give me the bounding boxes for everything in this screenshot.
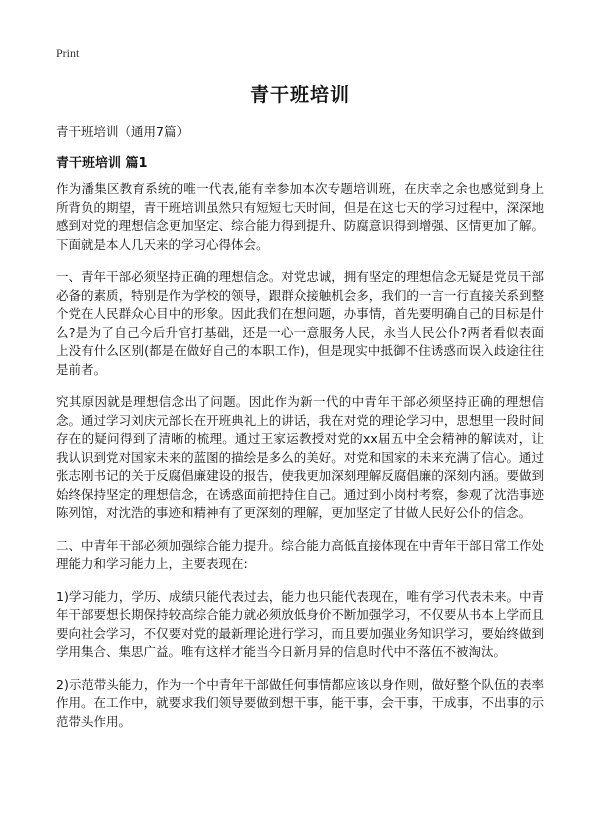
paragraph-point-one: 一、青年干部必须坚持正确的理想信念。对党忠诚，拥有坚定的理想信念无疑是党员干部必备的素质，特别是作为学校的领导，跟群众接触机会多，我们的一言一行直接关系到整个党在人民群众心目中的形象。因此我们在想问题，办事情，首先要明确自己的目标是什么?是为了自己今后升官打基础，还是一心一意服务人民，永当人民公仆?两者看似表面上没有什么区别(都是在做好自己的本职工作)，但是现实中抵御不住诱惑而误入歧途往往是前者。 [56, 269, 544, 377]
paragraph-learning-ability: 1)学习能力，学历、成绩只能代表过去，能力也只能代表现在，唯有学习代表未来。中青年干部要想长期保持较高综合能力就必须放低身价不断加强学习，不仅要从书本上学而且要向社会学习，不仅要对党的最新理论进行学习，而且要加强业务知识学习，要始终做到学用集合、集思广益。唯有这样才能当今日新月异的信息时代中不落伍不被淘汰。 [56, 588, 544, 659]
document-subtitle: 青干班培训（通用7篇） [56, 124, 189, 139]
print-label[interactable]: Print [56, 46, 80, 60]
paragraph-point-two: 二、中青年干部必须加强综合能力提升。综合能力高低直接体现在中青年干部日常工作处理能力和学习能力上，主要表现在: [56, 537, 544, 571]
section-heading: 青干班培训 篇1 [56, 156, 148, 171]
paragraph-intro: 作为潘集区教育系统的唯一代表,能有幸参加本次专题培训班，在庆幸之余也感觉到身上所背负的期望，青干班培训虽然只有短短七天时间，但是在这七天的学习过程中，深深地感到对党的理想信念更加坚定、综合能力得到提升、防腐意识得到增强、区情更加了解。下面就是本人几天来的学习心得体会。 [56, 181, 544, 252]
document-title: 青干班培训 [249, 84, 350, 106]
paragraph-reason: 究其原因就是理想信念出了问题。因此作为新一代的中青年干部必须坚持正确的理想信念。通过学习刘庆元部长在开班典礼上的讲话，我在对党的理论学习中，思想里一段时间存在的疑问得到了清晰的梳理。通过王家运教授对党的xx届五中全会精神的解读对，让我认识到党对国家未来的蓝图的描绘是多么的美好。对党和国家的未来充满了信心。通过张志刚书记的关于反腐倡廉建设的报告，使我更加深刻理解反腐倡廉的深刻内涵。要做到始终保持坚定的理想信念，在诱惑面前把持住自己。通过到小岗村考察，参观了沈浩事迹陈列馆，对沈浩的事迹和精神有了更深刻的理解，更加坚定了甘做人民好公仆的信念。 [56, 394, 544, 520]
body-text [56, 180, 544, 745]
paragraph-leadership-ability: 2)示范带头能力，作为一个中青年干部做任何事情都应该以身作则，做好整个队伍的表率作用。在工作中，就要求我们领导要做到想干事，能干事，会干事，干成事，不出事的示范带头作用。 [56, 676, 544, 729]
